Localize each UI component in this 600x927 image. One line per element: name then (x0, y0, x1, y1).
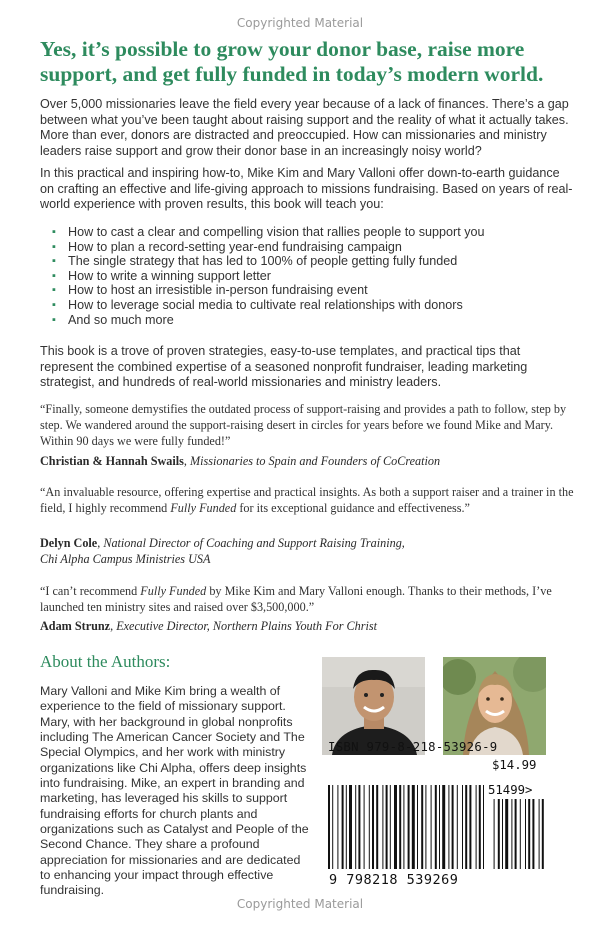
barcode-bar (412, 785, 415, 869)
barcode-bar (349, 785, 352, 869)
about-authors-bio: Mary Valloni and Mike Kim bring a wealth of experience to the field of missionary support. Mary, with her background in global nonprofits including The American Cancer Society and The Special Olympics, and her work with ministry organizations like Chi Alpha, offers deep insights into fundraising. Mike, an expert in branding and marketing, has leveraged his skills to support fundraising efforts for church plants and organizations such as Catalyst and People of the Second Chance. They share a profound appreciation for missionaries and are dedicated to enhancing your impact through effective fundraising. (40, 684, 309, 898)
quote-text: for its exceptional guidance and effectiveness.” (236, 501, 470, 516)
barcode-bar (431, 785, 432, 869)
barcode-bar (332, 785, 333, 869)
list-item: ▪ How to leverage social media to cultivate real relationships with donors (52, 298, 485, 313)
barcode-bar (448, 785, 449, 869)
barcode-bar (469, 785, 471, 869)
watermark-top: Copyrighted Material (236, 16, 364, 30)
endorser-title: National Director of Coaching and Support Raising Training, (103, 536, 405, 550)
endorsement-quote-3 (40, 583, 575, 615)
barcode-bar (421, 785, 423, 869)
addon-barcode-bar (539, 799, 540, 869)
endorsement-quote-2 (40, 484, 575, 516)
summary-paragraph: This book is a trove of proven strategies, easy-to-use templates, and practical tips that represent the combined expertise of a seasoned nonprofit fundraiser, leading marketing strategist, and hundreds of real-world missionaries and ministry leaders. (40, 344, 528, 390)
barcode-bar (439, 785, 440, 869)
barcode-bar (457, 785, 458, 869)
book-title: Fully Funded (170, 501, 237, 516)
intro-paragraph: Over 5,000 missionaries leave the field every year because of a lack of finances. There’s a gap between what you’ve been taught about raising support and the reality of what it actually takes. More than ever, donors are distracted and preoccupied. How can missionaries and ministry leaders raise support and grow their donor base in an increasingly noisy world? (40, 97, 569, 158)
list-item: ▪ How to write a winning support letter (52, 269, 485, 284)
quote-text: “An invaluable resource, offering expertise and practical insights. As both a support raiser and a trainer in the field, I highly recommend (40, 485, 574, 516)
list-item: ▪ How to cast a clear and compelling vision that rallies people to support you (52, 225, 485, 240)
barcode-bar (337, 785, 338, 869)
barcode-bar (346, 785, 347, 869)
addon-barcode-bar (505, 799, 508, 869)
addon-barcode-bar (494, 799, 495, 869)
lead-in-paragraph: In this practical and inspiring how-to, Mike Kim and Mary Valloni offer down-to-earth guidance on crafting an effective and life-giving approach to missions fundraising. Based on years of real-world experience with proven results, this book will teach you: (40, 166, 573, 212)
barcode-bar (364, 785, 365, 869)
endorser-name: Christian & Hannah Swails (40, 454, 184, 468)
benefits-list (52, 225, 485, 327)
endorser-title: Missionaries to Spain and Founders of CoCreation (190, 454, 441, 468)
barcode-bar (358, 785, 360, 869)
addon-barcode-bar (520, 799, 521, 869)
barcode-bar (452, 785, 454, 869)
addon-barcode-bar (525, 799, 526, 869)
addon-barcode-bar (511, 799, 512, 869)
endorser-name: Adam Strunz (40, 619, 111, 633)
price-addon-code: 51499> (488, 783, 533, 797)
headline: Yes, it’s possible to grow your donor base, raise more support, and get fully funded in today’s modern world. (40, 37, 544, 86)
barcode-bar (483, 785, 484, 869)
barcode-bar (425, 785, 426, 869)
barcode-bar (417, 785, 418, 869)
barcode-bar (442, 785, 445, 869)
barcode-area (324, 757, 546, 887)
addon-barcode-bar (515, 799, 517, 869)
isbn-label: ISBN 979-8-218-53926-9 (328, 740, 498, 754)
endorsement-attribution-1: Christian & Hannah Swails, Missionaries to Spain and Founders of CoCreation (40, 454, 441, 468)
barcode-bar (328, 785, 330, 869)
barcode-bar (399, 785, 401, 869)
barcode-bar (476, 785, 477, 869)
addon-barcode-bar (528, 799, 530, 869)
list-item: ▪ How to host an irresistible in-person fundraising event (52, 283, 485, 298)
quote-text: “I can’t recommend (40, 584, 141, 598)
endorser-organization: Chi Alpha Campus Ministries USA (40, 552, 211, 566)
barcode-bar (394, 785, 397, 869)
list-item: ▪ And so much more (52, 313, 485, 328)
endorsement-quote-1: “Finally, someone demystifies the outdated process of support-raising and provides a path to follow, step by step. We wandered around the support-raising desert in circles for years before we found Mike and Mary. Within 90 days we were fully funded!” (40, 402, 567, 449)
barcode-bar (369, 785, 370, 869)
barcode-bar (462, 785, 463, 869)
quote-text: by Mike Kim and Mary Valloni enough. Thanks to their methods, I’ve launched ten ministry sites and raised over $3,500,000.” (40, 584, 552, 615)
about-authors-heading: About the Authors: (40, 652, 171, 671)
barcode-bar (390, 785, 391, 869)
ean-number: 9 798218 539269 (329, 872, 459, 888)
list-item: ▪ The single strategy that has led to 100% of people getting fully funded (52, 254, 485, 269)
barcode-bar (479, 785, 481, 869)
barcode-bars (324, 757, 546, 887)
barcode-bar (382, 785, 383, 869)
barcode-bar (342, 785, 344, 869)
endorsement-attribution-3: Adam Strunz, Executive Director, Northern Plains Youth For Christ (40, 619, 377, 633)
price-label: $14.99 (492, 758, 537, 772)
list-item: ▪ How to plan a record-setting year-end fundraising campaign (52, 240, 485, 255)
barcode-bar (403, 785, 404, 869)
addon-barcode-bar (498, 799, 500, 869)
endorser-title: Executive Director, Northern Plains Youth For Christ (116, 619, 377, 633)
addon-barcode-bar (502, 799, 503, 869)
barcode-bar (372, 785, 374, 869)
addon-barcode-bar (542, 799, 544, 869)
endorsement-attribution-2: Delyn Cole, National Director of Coaching and Support Raising Training, Chi Alpha Campus Ministries USA (40, 536, 405, 566)
barcode-bar (465, 785, 467, 869)
endorser-name: Delyn Cole (40, 536, 98, 550)
barcode-bar (376, 785, 378, 869)
barcode-bar (408, 785, 410, 869)
watermark-bottom: Copyrighted Material (236, 897, 364, 911)
book-title: Fully Funded (140, 584, 207, 598)
barcode-bar (386, 785, 388, 869)
barcode-bar (435, 785, 437, 869)
addon-barcode-bar (532, 799, 534, 869)
barcode-bar (355, 785, 356, 869)
